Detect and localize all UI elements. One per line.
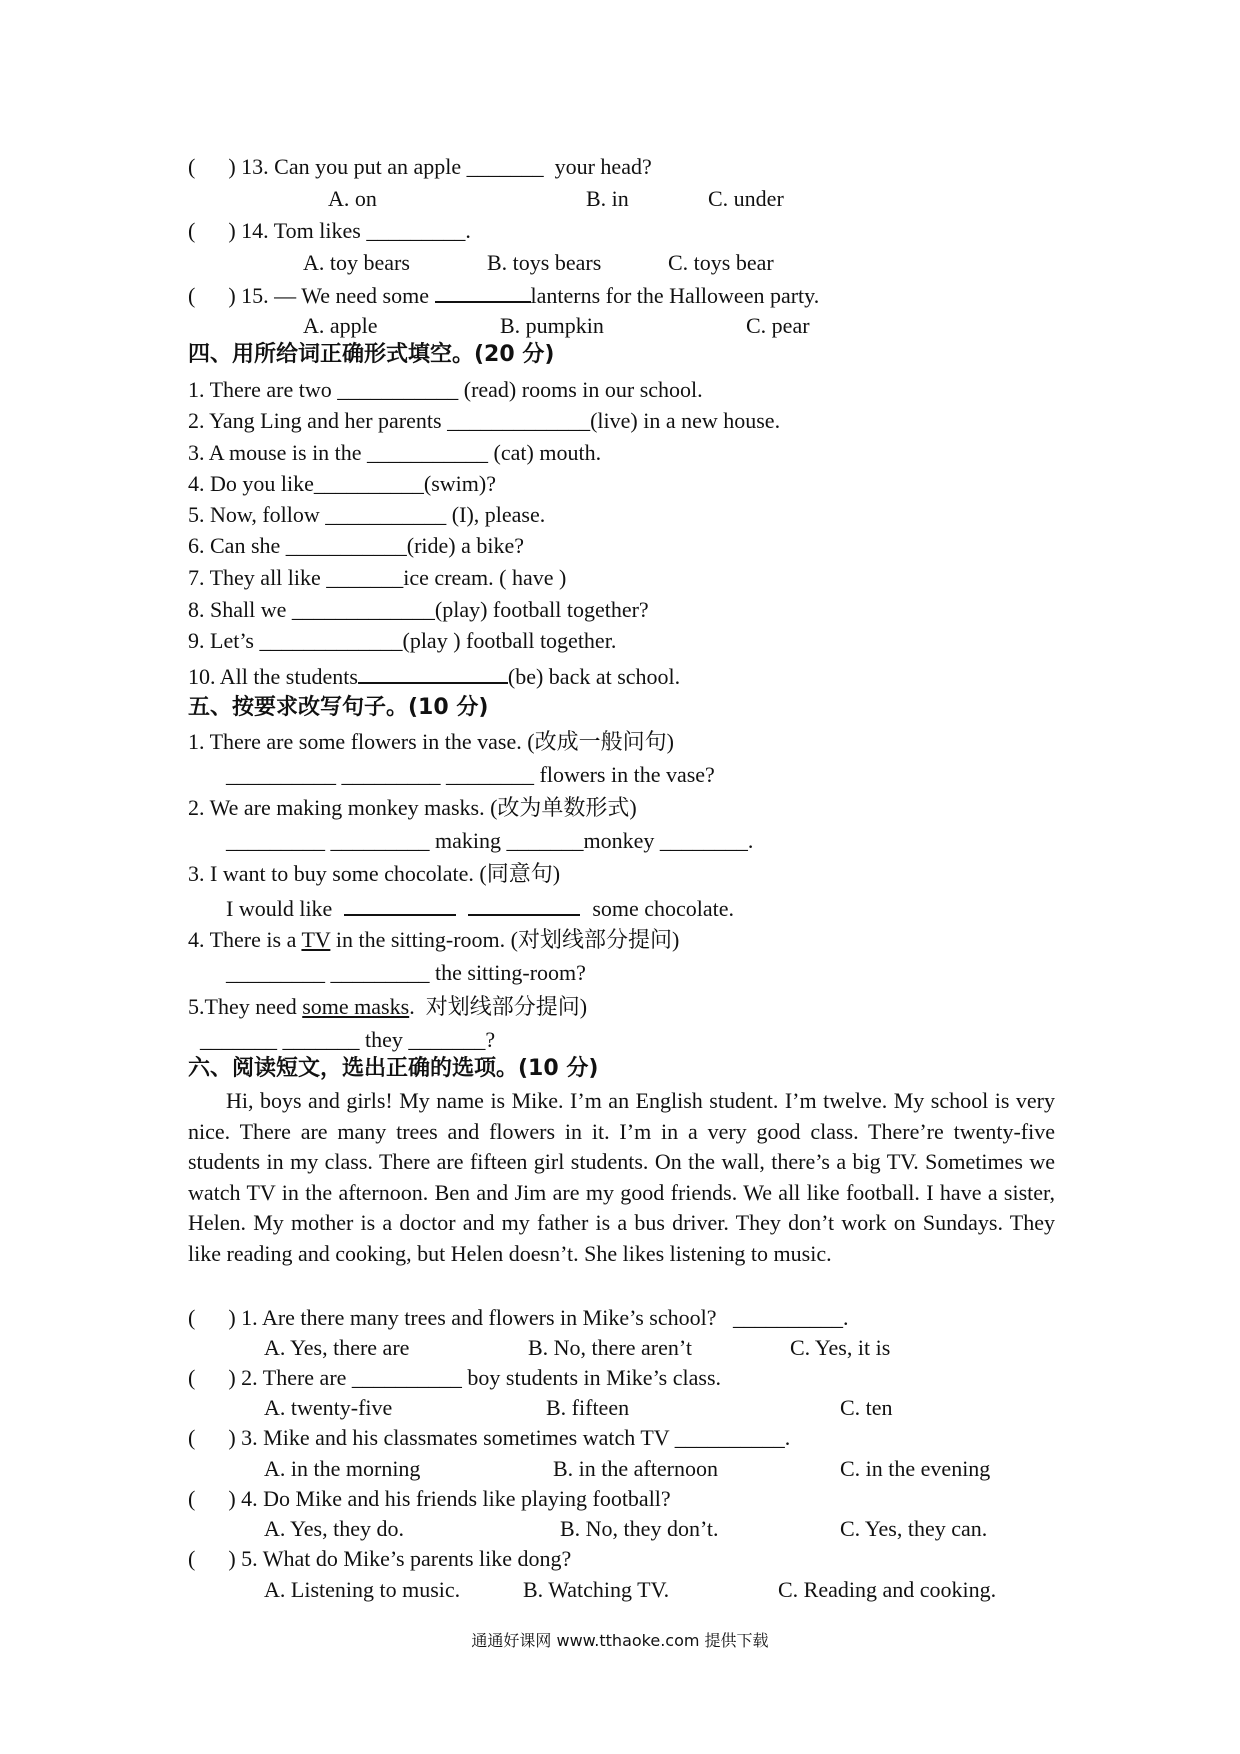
reading-question-4: ( ) 4. Do Mike and his friends like playing football? — [188, 1486, 671, 1511]
q15-option-b: B. pumpkin — [500, 313, 604, 338]
reading-question-1: ( ) 1. Are there many trees and flowers in Mike’s school? __________. — [188, 1305, 849, 1330]
rq5-option-c: C. Reading and cooking. — [778, 1577, 997, 1602]
part5-q3: 3. I want to buy some chocolate. (同意句) — [188, 861, 561, 886]
part5-q2: 2. We are making monkey masks. (改为单数形式) — [188, 795, 637, 820]
rq3-option-b: B. in the afternoon — [553, 1456, 718, 1481]
part4-item-8: 8. Shall we _____________(play) football together? — [188, 597, 649, 622]
part4-item-10-post: (be) back at school. — [507, 664, 681, 689]
part5-q5-underlined: some masks — [302, 994, 410, 1019]
part5-a3-blank-1 — [344, 894, 456, 916]
rq3-option-a: A. in the morning — [264, 1456, 421, 1481]
question-13: ( ) 13. Can you put an apple _______ your head? — [188, 154, 652, 179]
part4-item-10 — [188, 662, 680, 690]
rq1-option-a: A. Yes, there are — [264, 1335, 410, 1360]
section-5-heading: 五、按要求改写句子。(10 分) — [188, 695, 489, 720]
rq3-option-c: C. in the evening — [840, 1456, 991, 1481]
q14-option-a: A. toy bears — [303, 250, 410, 275]
part5-q1: 1. There are some flowers in the vase. (改成一般问句) — [188, 729, 674, 754]
q15-option-a: A. apple — [303, 313, 378, 338]
part5-a4: _________ _________ the sitting-room? — [226, 960, 586, 985]
q13-option-c: C. under — [708, 186, 784, 211]
q15-blank — [435, 281, 531, 303]
part5-q4 — [188, 927, 679, 953]
part4-item-10-pre: 10. All the students — [188, 664, 358, 689]
section-6-heading: 六、阅读短文，选出正确的选项。(10 分) — [188, 1056, 599, 1081]
q14-option-b: B. toys bears — [487, 250, 602, 275]
rq1-option-c: C. Yes, it is — [790, 1335, 891, 1360]
q14-option-c: C. toys bear — [668, 250, 774, 275]
q15-text-post: lanterns for the Halloween party. — [530, 283, 820, 308]
part5-a3 — [226, 894, 734, 922]
part4-item-5: 5. Now, follow ___________ (I), please. — [188, 502, 546, 527]
section-4-heading: 四、用所给词正确形式填空。(20 分) — [188, 342, 555, 367]
rq4-option-a: A. Yes, they do. — [264, 1516, 404, 1541]
page-footer: 通通好课网 www.tthaoke.com 提供下载 — [471, 1631, 769, 1650]
rq2-option-b: B. fifteen — [546, 1395, 630, 1420]
part5-a1: __________ _________ ________ flowers in the vase? — [226, 762, 715, 787]
part5-a3-blank-2 — [468, 894, 580, 916]
q13-option-b: B. in — [586, 186, 629, 211]
part5-q4-post: in the sitting-room. (对划线部分提问) — [330, 927, 680, 952]
part4-item-1: 1. There are two ___________ (read) rooms in our school. — [188, 377, 703, 402]
part4-item-6: 6. Can she ___________(ride) a bike? — [188, 533, 525, 558]
part4-item-2: 2. Yang Ling and her parents _____________(live) in a new house. — [188, 408, 781, 433]
q15-option-c: C. pear — [746, 313, 810, 338]
reading-passage: Hi, boys and girls! My name is Mike. I’m an English student. I’m twelve. My school is very nice. There are many trees and flowers in it. I’m in a very good class. There’re twenty-five students in my class. There are fifteen girl students. On the wall, there’s a big TV. Sometimes we watch TV in the afternoon. Ben and Jim are my good friends. We all like football. I have a sister, Helen. My mother is a doctor and my father is a bus driver. They don’t work on Sundays. They like reading and cooking, but Helen doesn’t. She likes listening to music. — [188, 1088, 1055, 1266]
rq2-option-c: C. ten — [840, 1395, 893, 1420]
rq4-option-c: C. Yes, they can. — [840, 1516, 988, 1541]
question-15 — [188, 281, 819, 309]
part5-q5-post: . 对划线部分提问) — [409, 994, 588, 1019]
part5-q5-pre: 5.They need — [188, 994, 303, 1019]
q15-text-pre: ( ) 15. — We need some — [188, 283, 435, 308]
part4-item-3: 3. A mouse is in the ___________ (cat) mouth. — [188, 440, 602, 465]
part5-a2: _________ _________ making _______monkey ________. — [226, 828, 754, 853]
rq1-option-b: B. No, there aren’t — [528, 1335, 692, 1360]
rq2-option-a: A. twenty-five — [264, 1395, 393, 1420]
reading-question-3: ( ) 3. Mike and his classmates sometimes watch TV __________. — [188, 1425, 791, 1450]
q13-option-a: A. on — [328, 186, 377, 211]
part4-item-4: 4. Do you like__________(swim)? — [188, 471, 496, 496]
part5-q4-underlined: TV — [301, 927, 331, 952]
part5-q5 — [188, 994, 587, 1020]
part4-item-10-blank — [358, 662, 508, 684]
part5-a3-post: some chocolate. — [592, 896, 735, 921]
part4-item-7: 7. They all like _______ice cream. ( have ) — [188, 565, 567, 590]
question-14: ( ) 14. Tom likes _________. — [188, 218, 471, 243]
rq5-option-a: A. Listening to music. — [264, 1577, 461, 1602]
part5-a5: _______ _______ they _______? — [200, 1027, 496, 1052]
reading-question-5: ( ) 5. What do Mike’s parents like dong? — [188, 1546, 572, 1571]
part5-a3-pre: I would like — [226, 896, 333, 921]
rq5-option-b: B. Watching TV. — [523, 1577, 670, 1602]
reading-question-2: ( ) 2. There are __________ boy students in Mike’s class. — [188, 1365, 722, 1390]
part4-item-9: 9. Let’s _____________(play ) football together. — [188, 628, 617, 653]
rq4-option-b: B. No, they don’t. — [560, 1516, 719, 1541]
part5-q4-pre: 4. There is a — [188, 927, 302, 952]
